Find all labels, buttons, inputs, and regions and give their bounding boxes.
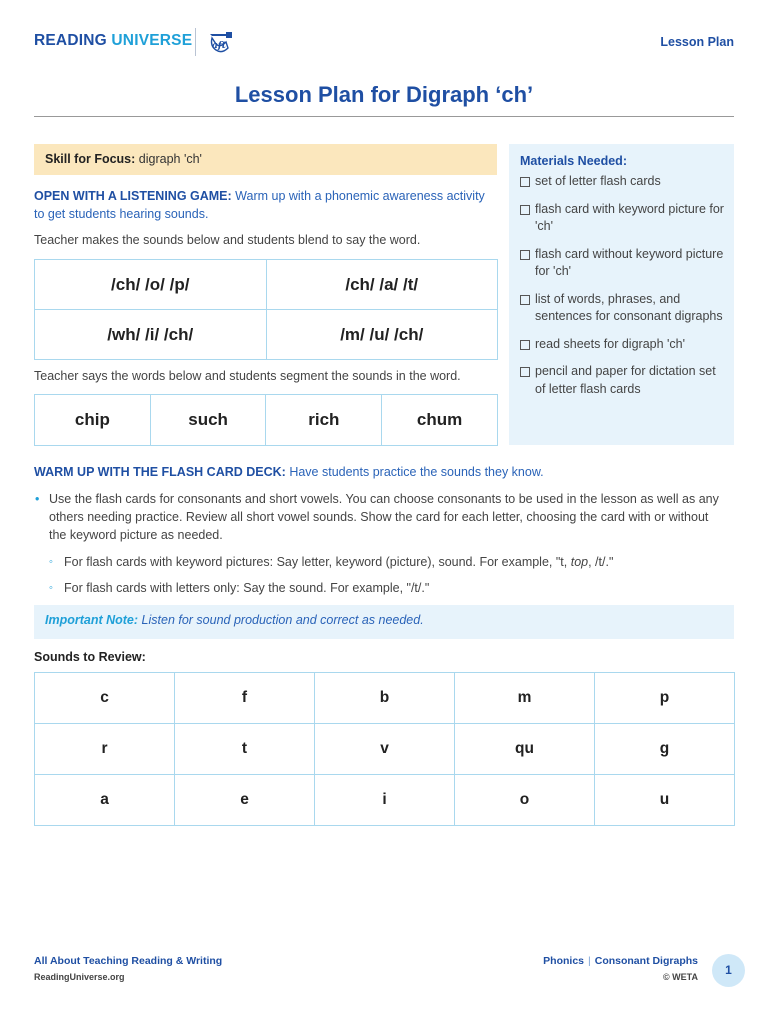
table-cell: /ch/ /o/ /p/ [35,260,267,310]
reading-universe-logo[interactable] [34,32,192,50]
warmup-subbullet-keyword [49,553,729,571]
warmup-subbullet-letters [49,579,729,597]
bullet-dot-icon: • [35,492,40,506]
header-section-label: Lesson Plan [660,35,734,49]
checkbox-icon [520,367,530,377]
table-cell: i [315,775,455,826]
table-cell: /ch/ /a/ /t/ [266,260,498,310]
subbullet-text-italic: top [570,555,589,569]
logo-word-universe: UNIVERSE [111,32,193,49]
page-number-badge: 1 [712,954,745,987]
table-cell: g [595,724,735,775]
table-cell: /wh/ /i/ /ch/ [35,310,267,360]
list-item [520,363,724,398]
skill-focus-box [34,144,497,175]
skill-value: digraph 'ch' [138,152,202,166]
logo-word-reading: READING [34,32,107,49]
table-cell: p [595,673,735,724]
title-divider [34,116,734,117]
footer-left [34,955,222,982]
warmup-bullet [34,490,724,544]
sub-bullet-ring-icon: ◦ [49,556,53,568]
table-row [35,260,498,310]
table-cell: e [175,775,315,826]
table-cell: m [455,673,595,724]
material-text: flash card with keyword picture for 'ch' [535,201,724,233]
sounds-to-review-label: Sounds to Review: [34,650,146,664]
material-text: pencil and paper for dictation set of letter flash cards [535,364,716,396]
sub-bullet-ring-icon: ◦ [49,582,53,594]
table-row [35,673,735,724]
table-cell: a [35,775,175,826]
checkbox-icon [520,177,530,187]
material-text: list of words, phrases, and sentences for consonant digraphs [535,291,723,323]
material-text: flash card without keyword picture for 'ch' [535,246,724,278]
footer-right [543,955,698,982]
checkbox-icon [520,295,530,305]
table-row [35,724,735,775]
listening-game-heading: OPEN WITH A LISTENING GAME: [34,189,232,203]
checkbox-icon [520,205,530,215]
list-item [520,291,724,326]
listening-game-text: Warm up with a phonemic awareness activity to get students hearing sounds. [34,189,485,221]
subbullet-text-pre: For flash cards with keyword pictures: Say letter, keyword (picture), sound. For example, "t, [64,555,571,569]
material-text: set of letter flash cards [535,174,661,188]
footer-category: Phonics [543,955,584,967]
table-cell: o [455,775,595,826]
footer-separator: | [588,955,591,967]
note-text: Listen for sound production and correct as needed. [141,613,424,627]
list-item [520,173,724,191]
warmup-heading-line [34,465,734,479]
warmup-heading: WARM UP WITH THE FLASH CARD DECK: [34,465,286,479]
svg-text:aft: aft [212,41,226,51]
table-cell: b [315,673,455,724]
table-row [35,395,498,446]
subbullet-text: For flash cards with letters only: Say the sound. For example, "/t/." [64,581,430,595]
footer-breadcrumb [543,955,698,967]
table-cell: chum [382,395,498,446]
table-row [35,775,735,826]
footer-copyright: © WETA [663,972,698,982]
checkbox-icon [520,340,530,350]
skill-label: Skill for Focus: [45,152,136,166]
table-cell: t [175,724,315,775]
table-cell: u [595,775,735,826]
list-item [520,201,724,236]
table-cell: qu [455,724,595,775]
warmup-text: Have students practice the sounds they know. [289,465,544,479]
table-cell: chip [35,395,151,446]
table-cell: r [35,724,175,775]
subbullet-text-post: , /t/." [588,555,614,569]
blend-sounds-table [34,259,498,360]
listening-game-intro [34,187,497,223]
blend-instruction: Teacher makes the sounds below and students blend to say the word. [34,233,421,247]
table-cell: c [35,673,175,724]
segment-words-table [34,394,498,446]
footer-subcategory: Consonant Digraphs [594,955,698,967]
table-row [35,310,498,360]
checkbox-icon [520,250,530,260]
table-cell: /m/ /u/ /ch/ [266,310,498,360]
list-item [520,246,724,281]
warmup-bullet-text: Use the flash cards for consonants and short vowels. You can choose consonants to be used in the lesson as well as any others needing practice. Review all short vowel sounds. Show the card for each letter, choosing the card with or without the keyword picture as needed. [49,492,719,542]
aft-logo-icon [206,28,236,56]
logo-divider [195,28,196,56]
materials-panel [509,144,734,445]
segment-instruction: Teacher says the words below and students segment the sounds in the word. [34,369,461,383]
materials-heading: Materials Needed: [520,154,627,168]
important-note [34,605,734,639]
table-cell: rich [266,395,382,446]
list-item [520,336,724,354]
note-label: Important Note: [45,613,139,627]
table-cell: f [175,673,315,724]
page-title: Lesson Plan for Digraph ‘ch’ [234,82,534,107]
sounds-review-table [34,672,735,826]
table-cell: v [315,724,455,775]
material-text: read sheets for digraph 'ch' [535,336,685,351]
table-cell: such [150,395,266,446]
footer-site-link[interactable]: ReadingUniverse.org [34,972,125,982]
footer-series-title: All About Teaching Reading & Writing [34,955,223,967]
page-header [34,26,734,60]
